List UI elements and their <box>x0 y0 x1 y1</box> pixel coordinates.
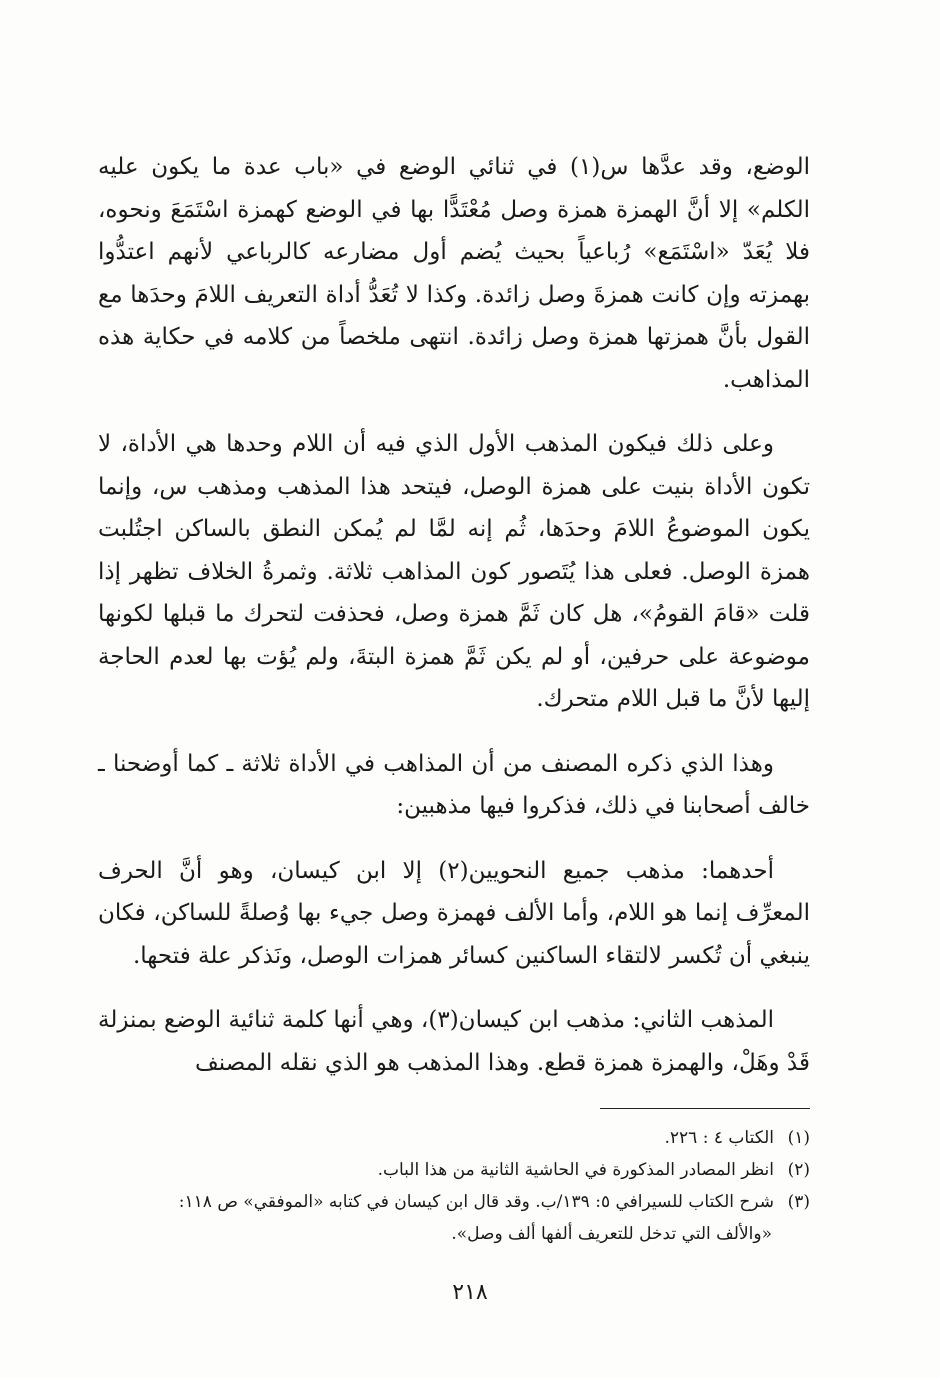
footnote-text: شرح الكتاب للسيرافي ٥: ١٣٩/ب. وقد قال ابن كيسان في كتابه «الموفقي» ص ١١٨: <box>178 1192 774 1212</box>
footnote-separator <box>600 1108 810 1109</box>
main-text <box>98 146 810 1106</box>
footnote-3-continuation: «والألف التي تدخل للتعريف ألفها ألف وصل». <box>451 1224 772 1244</box>
footnote-text: الكتاب ٤ : ٢٢٦. <box>664 1128 774 1148</box>
footnotes <box>98 1122 810 1250</box>
paragraph-1: الوضع، وقد عدَّها س(١) في ثنائي الوضع في «باب عدة ما يكون عليه الكلم» إلا أنَّ الهمزة همزة وصل مُعْتَدًّا بها في الوضع كهمزة اسْتَمَعَ ونحوه، فلا يُعَدّ «اسْتَمَع» رُباعياً بحيث يُضم أول مضارعه كالرباعي لأنهم اعتدُّوا بهمزته وإن كانت همزةَ وصل زائدة. وكذا لا تُعَدُّ أداة التعريف اللامَ وحدَها مع القول بأنَّ همزتها همزة وصل زائدة. انتهى ملخصاً من كلامه في حكاية هذه المذاهب. <box>98 154 810 393</box>
footnote-number: (٣) <box>787 1192 810 1212</box>
footnote-number: (١) <box>787 1128 810 1148</box>
paragraph-2: وعلى ذلك فيكون المذهب الأول الذي فيه أن اللام وحدها هي الأداة، لا تكون الأداة بنيت على همزة الوصل، فيتحد هذا المذهب ومذهب س، وإنما يكون الموضوعُ اللامَ وحدَها، ثُم إنه لمَّا لم يُمكن النطق بالساكن اجتُلبت همزة الوصل. فعلى هذا يُتَصور كون المذاهب ثلاثة. وثمرةُ الخلاف تظهر إذا قلت «قامَ القومُ»، هل كان ثَمَّ همزة وصل، فحذفت لتحرك ما قبلها لكونها موضوعة على حرفين، أو لم يكن ثَمَّ همزة البتةَ، ولم يُؤت بها لعدم الحاجة إليها لأنَّ ما قبل اللام متحرك. <box>98 431 810 712</box>
paragraph-4: أحدهما: مذهب جميع النحويين(٢) إلا ابن كيسان، وهو أنَّ الحرف المعرِّف إنما هو اللام، وأما الألف فهمزة وصل جيء بها وُصلةً للساكن، فكان ينبغي أن تُكسر لالتقاء الساكنين كسائر همزات الوصل، ونَذكر علة فتحها. <box>98 857 810 969</box>
paragraph-3: وهذا الذي ذكره المصنف من أن المذاهب في الأداة ثلاثة ـ كما أوضحنا ـ خالف أصحابنا في ذلك، فذكروا فيها مذهبين: <box>98 750 810 819</box>
page-number: ٢١٨ <box>452 1280 488 1305</box>
footnote-number: (٢) <box>787 1160 810 1180</box>
footnote-2 <box>98 1154 810 1186</box>
footnote-text: انظر المصادر المذكورة في الحاشية الثانية من هذا الباب. <box>377 1160 774 1180</box>
footnote-1 <box>98 1122 810 1154</box>
footnote-3 <box>98 1186 810 1218</box>
paragraph-5: المذهب الثاني: مذهب ابن كيسان(٣)، وهي أنها كلمة ثنائية الوضع بمنزلة قَدْ وهَلْ، والهمزة همزة قطع. وهذا المذهب هو الذي نقله المصنف <box>98 1007 810 1076</box>
